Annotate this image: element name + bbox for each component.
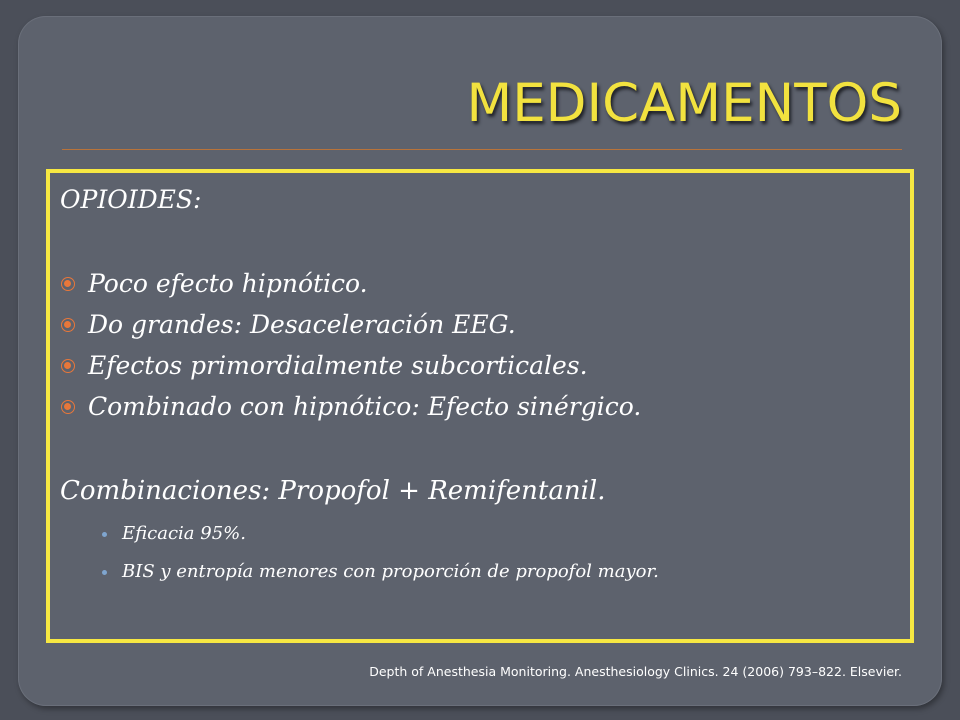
slide-title: MEDICAMENTOS: [466, 73, 902, 134]
bullet-text: Do grandes: Desaceleración EEG.: [88, 310, 516, 339]
sub-bullet-text: Eficacia 95%.: [122, 523, 246, 544]
circle-bullet-icon: [61, 359, 75, 373]
bullet-text: Poco efecto hipnótico.: [88, 269, 368, 298]
citation-footer: Depth of Anesthesia Monitoring. Anesthesiology Clinics. 24 (2006) 793–822. Elsevier.: [369, 664, 902, 679]
circle-bullet-icon: [61, 400, 75, 414]
circle-bullet-icon: [61, 318, 75, 332]
sub-bullet-text: BIS y entropía menores con proporción de propofol mayor.: [122, 561, 659, 582]
bullet-text: Combinado con hipnótico: Efecto sinérgico.: [88, 392, 642, 421]
bullet-text: Efectos primordialmente subcorticales.: [88, 351, 588, 380]
dot-bullet-icon: [102, 532, 107, 537]
combinations-heading: Combinaciones: Propofol + Remifentanil.: [60, 476, 606, 506]
dot-bullet-icon: [102, 570, 107, 575]
title-divider: [62, 149, 902, 150]
circle-bullet-icon: [61, 277, 75, 291]
section-heading: OPIOIDES:: [60, 185, 202, 214]
